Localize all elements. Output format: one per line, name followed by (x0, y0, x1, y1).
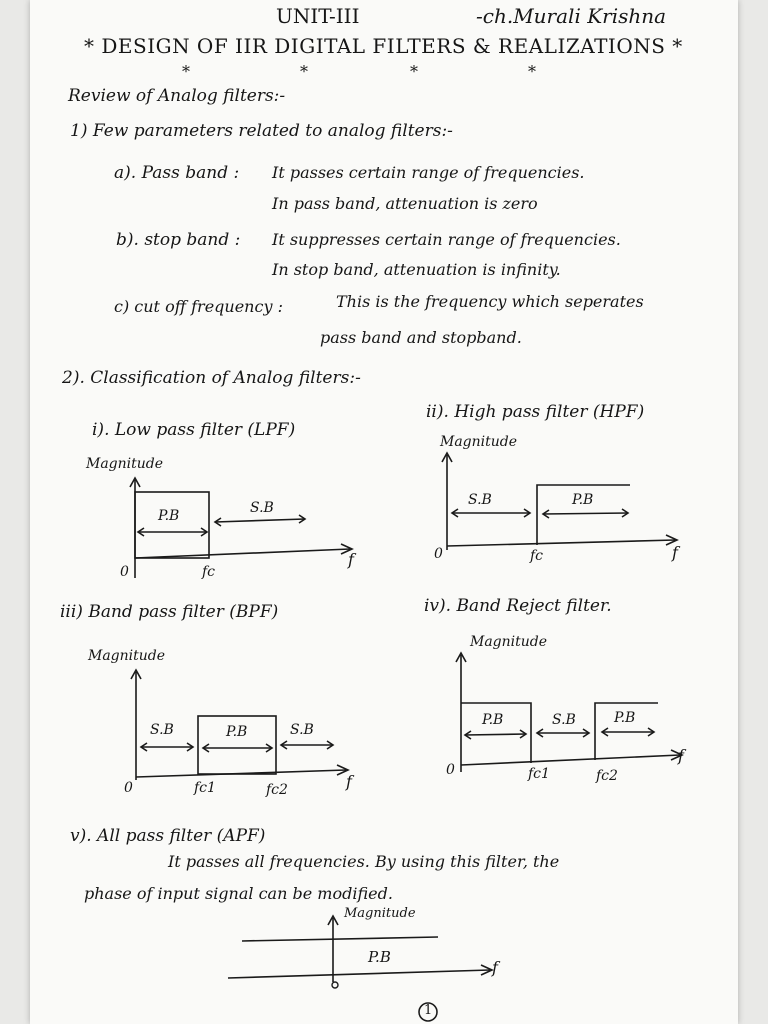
lpf-pass-band-label: P.B (158, 508, 180, 524)
bpf-fc2-label: fc2 (266, 782, 288, 798)
apf-line-2: phase of input signal can be modified. (84, 884, 393, 903)
page-number: 1 (424, 1003, 433, 1018)
lpf-fc-label: fc (202, 564, 216, 580)
stop-band-line-1: It suppresses certain range of frequencies. (272, 230, 621, 249)
lpf-origin-label: 0 (120, 564, 129, 580)
parameters-line: 1) Few parameters related to analog filters:- (70, 121, 453, 141)
brf-fc1-label: fc1 (528, 766, 550, 782)
bpf-title: iii) Band pass filter (BPF) (60, 602, 279, 622)
brf-pass-band-right-label: P.B (614, 710, 636, 726)
apf-magnitude-label: Magnitude (344, 906, 416, 921)
cutoff-line-1: This is the frequency which seperates (336, 292, 644, 311)
brf-origin-label: 0 (446, 762, 455, 778)
apf-f-axis-label: f (492, 958, 498, 977)
brf-stop-band-label: S.B (552, 712, 576, 728)
cutoff-label: c) cut off frequency : (114, 297, 283, 316)
hpf-title: ii). High pass filter (HPF) (426, 402, 645, 422)
bpf-f-axis-label: f (346, 772, 352, 791)
bpf-fc1-label: fc1 (194, 780, 216, 796)
bpf-magnitude-label: Magnitude (88, 648, 166, 664)
hpf-magnitude-label: Magnitude (440, 434, 518, 450)
hpf-pass-band-label: P.B (572, 492, 594, 508)
pass-band-label: a). Pass band : (114, 163, 240, 183)
hpf-stop-band-label: S.B (468, 492, 492, 508)
title-star-3: * (410, 62, 418, 81)
brf-title: iv). Band Reject filter. (424, 596, 612, 616)
lpf-f-axis-label: f (348, 550, 354, 569)
hpf-f-axis-label: f (672, 543, 678, 562)
stop-band-label: b). stop band : (116, 230, 241, 250)
cutoff-line-2: pass band and stopband. (320, 328, 522, 347)
pass-band-line-1: It passes certain range of frequencies. (272, 163, 585, 182)
hpf-origin-label: 0 (434, 546, 443, 562)
unit-heading: UNIT-III (276, 4, 360, 28)
bpf-stop-band-left-label: S.B (150, 722, 174, 738)
apf-pass-band-label: P.B (368, 948, 391, 966)
bpf-stop-band-right-label: S.B (290, 722, 314, 738)
brf-f-axis-label: f (678, 746, 684, 765)
hpf-fc-label: fc (530, 548, 544, 564)
apf-title: v). All pass filter (APF) (70, 826, 266, 846)
brf-fc2-label: fc2 (596, 768, 618, 784)
brf-pass-band-left-label: P.B (482, 712, 504, 728)
apf-line-1: It passes all frequencies. By using this filter, the (168, 852, 560, 871)
title-star-1: * (182, 62, 190, 81)
brf-magnitude-label: Magnitude (470, 634, 548, 650)
lpf-stop-band-label: S.B (250, 500, 274, 516)
bpf-pass-band-label: P.B (226, 724, 248, 740)
author-name: -ch.Murali Krishna (476, 4, 667, 28)
title-star-2: * (300, 62, 308, 81)
classification-heading: 2). Classification of Analog filters:- (62, 368, 361, 388)
lpf-title: i). Low pass filter (LPF) (92, 420, 296, 440)
bpf-origin-label: 0 (124, 780, 133, 796)
title-star-4: * (528, 62, 536, 81)
lpf-magnitude-label: Magnitude (86, 456, 164, 472)
page-title: * DESIGN OF IIR DIGITAL FILTERS & REALIZATIONS * (84, 34, 683, 58)
review-heading: Review of Analog filters:- (68, 86, 286, 106)
stop-band-line-2: In stop band, attenuation is infinity. (272, 260, 561, 279)
pass-band-line-2: In pass band, attenuation is zero (272, 194, 538, 213)
